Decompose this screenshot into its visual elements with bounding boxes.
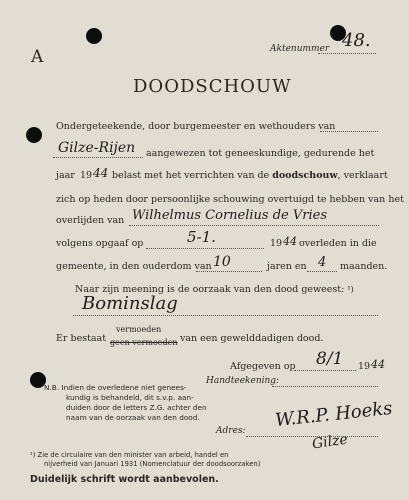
option-not-suspected: geen vermoeden	[110, 338, 178, 347]
cause-value: Bominslag	[82, 293, 178, 314]
text-line-3a: belast met het verrichten van de	[112, 170, 270, 181]
akte-label: Aktenummer	[270, 44, 330, 54]
form-letter: A	[31, 47, 44, 67]
text-line-6: volgens opgaaf op	[56, 238, 144, 249]
footnote-line-2: nijverheid van Januari 1931 (Nomenclatuur der doodsoorzaken)	[44, 460, 261, 468]
footer-text: Duidelijk schrift wordt aanbevolen.	[30, 474, 219, 485]
signature-label: Handteekening:	[206, 376, 280, 386]
punch-hole-top-left	[86, 28, 102, 44]
year-label: jaar	[56, 170, 75, 181]
doodschouw-word: doodschouw	[272, 170, 338, 181]
note-text	[44, 383, 207, 423]
note-line-4: naam van de oorzaak van den dood.	[66, 413, 200, 422]
option-suspected: vermoeden	[116, 325, 162, 334]
year2-value: 44	[283, 235, 297, 248]
text-line-4: zich op heden door persoonlijke schouwing overtuigd te hebben van het	[56, 194, 404, 205]
death-date: 5-1.	[187, 228, 216, 246]
issued-date: 8/1	[316, 349, 344, 369]
age-months: 4	[318, 255, 327, 270]
signature: W.R.P. Hoeks	[274, 397, 394, 432]
exists-tail: van een gewelddadigen dood.	[180, 333, 324, 344]
issued-year-prefix: 19	[358, 361, 371, 372]
exists-label: Er bestaat	[56, 333, 107, 344]
akte-number: 48.	[342, 30, 371, 51]
page-title: DOODSCHOUW	[133, 76, 292, 97]
footnote-ref: ¹)	[347, 285, 354, 294]
cause-label-text: Naar zijn meening is de oorzaak van den dood geweest:	[75, 284, 345, 295]
note-line-2: kundig is behandeld, dit s.v.p. aan-	[66, 393, 194, 402]
footnote-line-1: ¹) Zie de circulaire van den minister van arbeid, handel en	[30, 451, 229, 459]
punch-hole-middle-left	[26, 127, 42, 143]
municipality-value: Gilze-Rijen	[58, 140, 136, 156]
text-line-2: aangewezen tot geneeskundige, gedurende het	[146, 148, 375, 159]
text-line-6b: overleden in die	[299, 238, 377, 249]
verklaart-word: , verklaart	[337, 170, 388, 181]
note-line-3: duiden door de letters Z.G. achter den	[66, 403, 207, 412]
issued-year-value: 44	[371, 358, 385, 371]
text-line-7b: jaren en	[267, 261, 307, 272]
address-label: Adres:	[216, 426, 246, 436]
year2-prefix: 19	[270, 238, 283, 249]
text-line-1: Ondergeteekende, door burgemeester en wethouders van	[56, 121, 336, 132]
deceased-name: Wilhelmus Cornelius de Vries	[132, 208, 327, 223]
text-line-3	[112, 170, 388, 181]
year-value: 44	[93, 166, 109, 180]
issued-label: Afgegeven op	[230, 361, 296, 372]
year-prefix: 19	[80, 170, 93, 181]
address-value: Gilze	[311, 431, 349, 453]
text-line-5: overlijden van	[56, 215, 125, 226]
note-line-1: N.B. Indien de overledene niet genees-	[44, 383, 187, 392]
text-line-7: gemeente, in den ouderdom van	[56, 261, 212, 272]
age-years: 10	[213, 254, 231, 270]
text-line-7c: maanden.	[340, 261, 388, 272]
footnote	[30, 451, 260, 469]
